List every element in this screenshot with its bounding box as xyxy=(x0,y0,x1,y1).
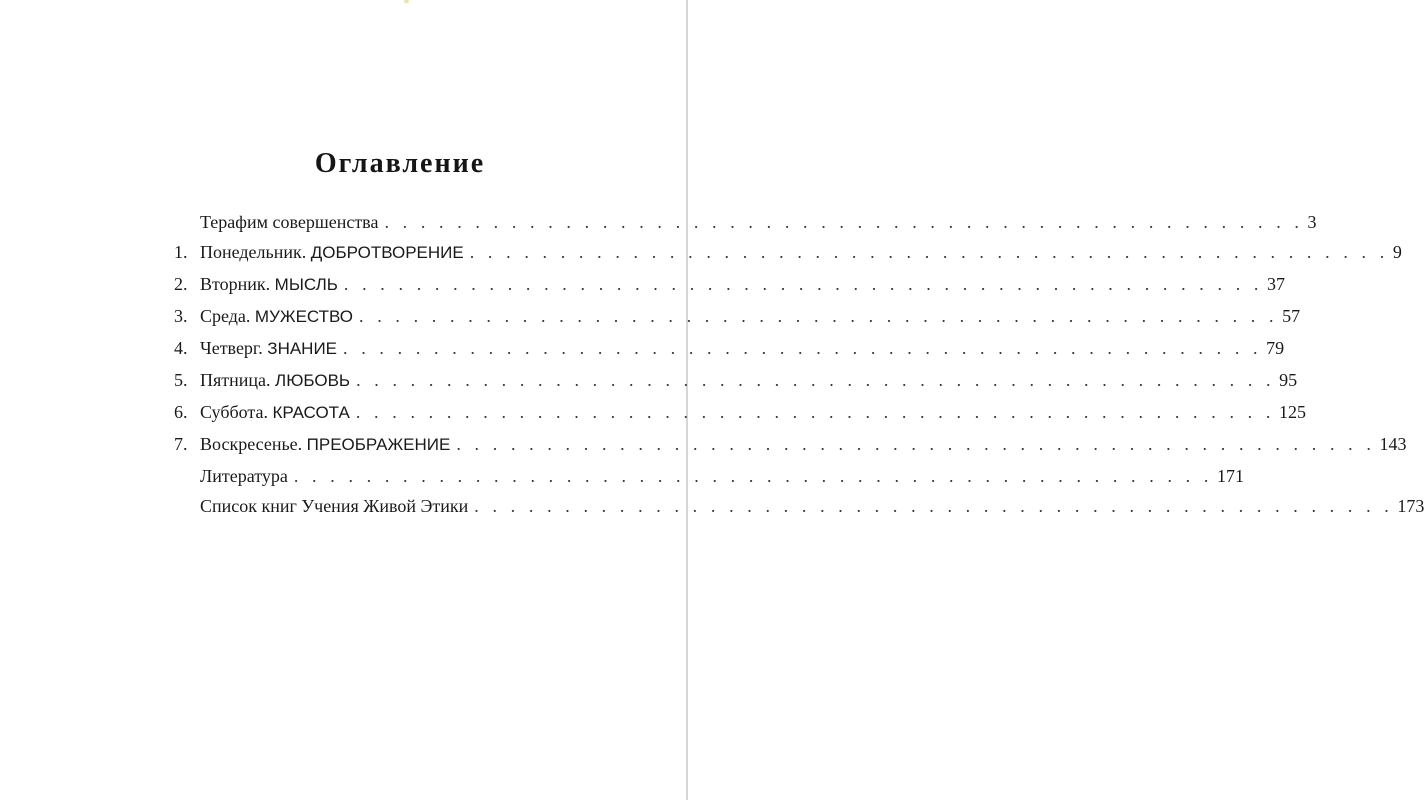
toc-entry xyxy=(174,398,1306,426)
toc-leader-dots: . . . . . . . . . . . . . . . . . . . . . . . . . . . . . . . . . . . . . . . . . . . . . . . . . . . xyxy=(359,306,1279,326)
toc-entry-heading: КРАСОТА xyxy=(272,403,350,422)
toc-entry-label: Литература xyxy=(200,466,288,486)
toc-entry xyxy=(174,270,1286,298)
toc-entry-label: Суббота. xyxy=(200,402,268,422)
toc-entry-label: Пятница. xyxy=(200,370,271,390)
toc-leader-dots: . . . . . . . . . . . . . . . . . . . . . . . . . . . . . . . . . . . . . . . . . . . . . . . . . . . xyxy=(343,338,1263,358)
toc-entry-heading: МУЖЕСТВО xyxy=(254,307,353,326)
toc-page-number: 9 xyxy=(1392,242,1402,262)
toc-leader-dots: . . . . . . . . . . . . . . . . . . . . . . . . . . . . . . . . . . . . . . . . . . . . . . . . . . . xyxy=(469,242,1389,262)
page-title: Оглавление xyxy=(314,148,486,179)
toc-page-number: 125 xyxy=(1278,402,1306,422)
toc-entry-heading: МЫСЛЬ xyxy=(274,275,338,294)
toc-entry-heading: ЛЮБОВЬ xyxy=(275,371,351,390)
toc-entry-number: 7. xyxy=(174,434,188,454)
toc-page-number: 173 xyxy=(1397,496,1424,516)
toc-leader-dots: . . . . . . . . . . . . . . . . . . . . . . . . . . . . . . . . . . . . . . . . . . . . . . . . . . . xyxy=(384,212,1304,232)
toc-entry-number: 3. xyxy=(174,306,188,326)
toc-entry-heading: ПРЕОБРАЖЕНИЕ xyxy=(306,435,451,454)
toc-entry xyxy=(174,366,1298,394)
toc-entry xyxy=(174,238,1402,266)
toc-entry xyxy=(200,492,1424,520)
toc-page-number: 3 xyxy=(1307,212,1317,232)
toc-entry-label: Список книг Учения Живой Этики xyxy=(200,496,469,516)
toc-entry xyxy=(174,302,1301,330)
toc-entry-heading: ЗНАНИЕ xyxy=(267,339,338,358)
toc-page-number: 95 xyxy=(1279,370,1298,390)
toc-entry xyxy=(174,334,1285,362)
toc-entry-number: 4. xyxy=(174,338,188,358)
toc-leader-dots: . . . . . . . . . . . . . . . . . . . . . . . . . . . . . . . . . . . . . . . . . . . . . . . . . . . xyxy=(343,274,1264,294)
toc-entry-number: 5. xyxy=(174,370,188,390)
toc-leader-dots: . . . . . . . . . . . . . . . . . . . . . . . . . . . . . . . . . . . . . . . . . . . . . . . . . . . xyxy=(355,402,1275,422)
toc-page-number: 37 xyxy=(1267,274,1286,294)
toc-entry-label: Четверг. xyxy=(200,338,263,358)
toc-entry-label: Вторник. xyxy=(200,274,271,294)
toc-leader-dots: . . . . . . . . . . . . . . . . . . . . . . . . . . . . . . . . . . . . . . . . . . . . . . . . . . . xyxy=(356,370,1276,390)
toc-entry-heading: ДОБРОТВОРЕНИЕ xyxy=(310,243,464,262)
toc-entry-number: 1. xyxy=(174,242,188,262)
toc-leader-dots: . . . . . . . . . . . . . . . . . . . . . . . . . . . . . . . . . . . . . . . . . . . . . . . . . . . xyxy=(456,434,1376,454)
toc-page-number: 57 xyxy=(1282,306,1301,326)
toc-entry-number: 2. xyxy=(174,274,188,294)
toc-leader-dots: . . . . . . . . . . . . . . . . . . . . . . . . . . . . . . . . . . . . . . . . . . . . . . . . . . . xyxy=(293,466,1213,486)
toc-page-number: 171 xyxy=(1216,466,1244,486)
toc-entry xyxy=(174,430,1407,458)
toc-entry-label: Среда. xyxy=(200,306,251,326)
toc-page-number: 143 xyxy=(1379,434,1407,454)
toc-entry-label: Воскресенье. xyxy=(200,434,303,454)
toc-page-number: 79 xyxy=(1266,338,1285,358)
toc-entry xyxy=(200,462,1244,490)
toc-entry-label: Терафим совершенства xyxy=(200,212,379,232)
print-speck xyxy=(404,0,409,3)
toc-entry-label: Понедельник. xyxy=(200,242,307,262)
toc-entry xyxy=(200,208,1317,236)
toc-entry-number: 6. xyxy=(174,402,188,422)
toc-leader-dots: . . . . . . . . . . . . . . . . . . . . . . . . . . . . . . . . . . . . . . . . . . . . . . . . . . . xyxy=(474,496,1394,516)
